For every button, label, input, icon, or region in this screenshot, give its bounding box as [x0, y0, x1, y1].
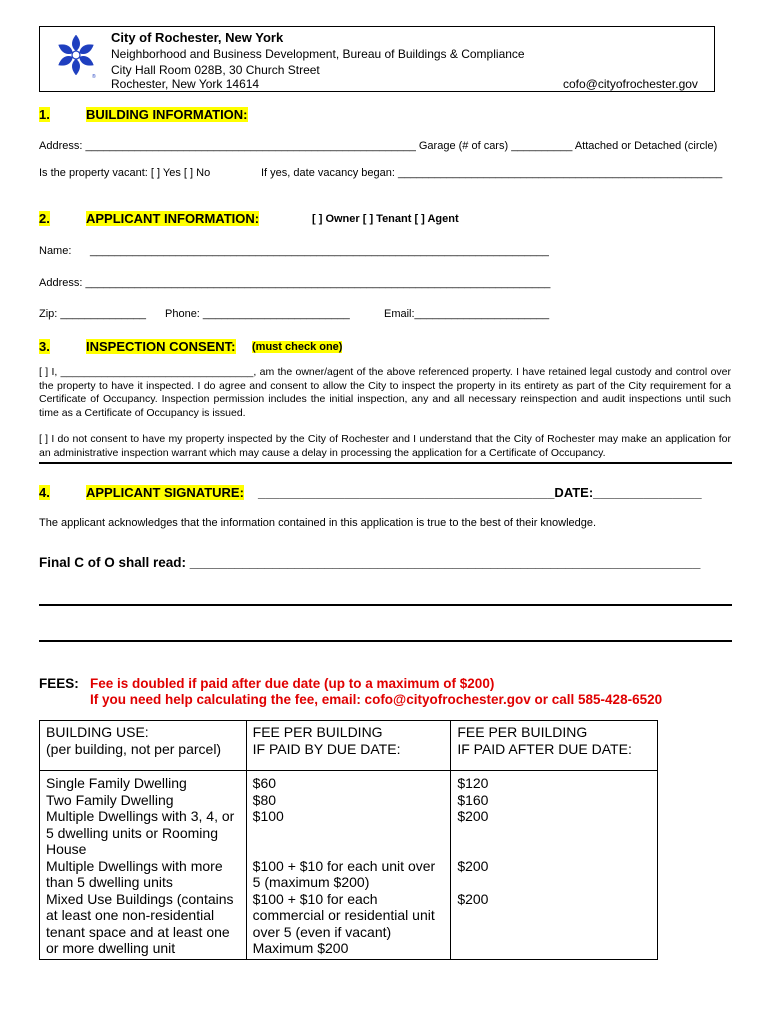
consent-line-1[interactable]: [ ] I, _________________________________, am the owner/agent of the above referenced property. I have retained legal custody and — [39, 366, 673, 378]
name-label: Name: — [39, 245, 72, 257]
table-row — [40, 808, 658, 858]
header-fee-after-due: FEE PER BUILDING IF PAID AFTER DUE DATE: — [451, 721, 658, 771]
table-row — [40, 771, 658, 792]
section-3-number: 3. — [39, 339, 50, 354]
building-use-cell: Two Family Dwelling — [40, 792, 247, 809]
fee-due-cell: $80 — [246, 792, 451, 809]
applicant-address-field[interactable]: Address: ____________________________________________________________________________ — [39, 277, 551, 289]
building-use-cell: Mixed Use Buildings (contains at least one non-residential tenant space and at least one or more dwelling unit — [40, 891, 247, 960]
zip-field[interactable]: Zip: ______________ — [39, 308, 147, 320]
section-1-title: BUILDING INFORMATION: — [86, 107, 248, 122]
dept-name: Neighborhood and Business Development, Bureau of Buildings & Compliance — [111, 47, 525, 61]
consent-paragraph — [39, 366, 731, 420]
final-co-field[interactable]: Final C of O shall read: ____________________________________________________________________ — [39, 555, 701, 570]
city-logo-icon — [52, 32, 102, 80]
fees-note-2: If you need help calculating the fee, email: cofo@cityofrochester.gov or call 585-428-6520 — [90, 692, 663, 707]
vacant-checkboxes[interactable]: Is the property vacant: [ ] Yes [ ] No — [39, 167, 211, 179]
section-2-title: APPLICANT INFORMATION: — [86, 211, 260, 226]
phone-field[interactable]: Phone: ________________________ — [165, 308, 350, 320]
fee-table-header — [40, 721, 658, 771]
table-row — [40, 858, 658, 891]
building-use-cell: Multiple Dwellings with 3, 4, or 5 dwelling units or Rooming House — [40, 808, 247, 858]
fee-after-cell: $200 — [451, 808, 658, 858]
address-line-1: City Hall Room 028B, 30 Church Street — [111, 63, 320, 77]
building-use-cell: Multiple Dwellings with more than 5 dwelling units — [40, 858, 247, 891]
section-4-number: 4. — [39, 485, 50, 500]
vacancy-date-field[interactable]: If yes, date vacancy began: _____________________________________________________ — [261, 167, 723, 179]
section-3-title: INSPECTION CONSENT: — [86, 339, 236, 354]
acknowledgment-text: The applicant acknowledges that the information contained in this application is true to the best of their knowledge. — [39, 517, 597, 529]
fee-after-cell: $200 — [451, 891, 658, 960]
section-3-note: (must check one) — [252, 341, 343, 353]
table-row — [40, 792, 658, 809]
address-line-2: Rochester, New York 14614 — [111, 77, 260, 91]
section-4-title: APPLICANT SIGNATURE: — [86, 485, 244, 500]
fee-after-cell: $200 — [451, 858, 658, 891]
fee-after-cell: $120 — [451, 771, 658, 792]
table-row — [40, 891, 658, 960]
svg-text:®: ® — [92, 74, 96, 80]
fees-note-1: Fee is doubled if paid after due date (up to a maximum of $200) — [90, 676, 495, 691]
org-title: City of Rochester, New York — [111, 30, 284, 45]
consent-text: control over the property to have it inspected. I do agree and consent to allow the City to inspect the property in its entirety as part of the City requirement for a Certificate of Occupancy. Inspection permission includes the initial inspection, any and all necessary reinspection and audit inspections until such time as a Certificate of Occupancy is issued. — [39, 366, 731, 419]
section-2-number: 2. — [39, 211, 50, 226]
fee-due-cell: $60 — [246, 771, 451, 792]
header-email: cofo@cityofrochester.gov — [563, 77, 698, 91]
fee-table — [39, 720, 658, 960]
fee-due-cell: $100 + $10 for each commercial or residential unit over 5 (even if vacant) Maximum $200 — [246, 891, 451, 960]
building-use-cell: Single Family Dwelling — [40, 771, 247, 792]
building-address-field[interactable]: Address: ______________________________________________________ Garage (# of cars) __________ Attached or Detached (circle) — [39, 140, 718, 152]
no-consent-paragraph[interactable]: [ ] I do not consent to have my property inspected by the City of Rochester and I understand that the City of Rochester may make an application for an administrative inspection warrant which may cause a delay in processing the application for a Certificate of Occupancy. — [39, 433, 731, 459]
signature-date-field[interactable]: _________________________________________DATE:_______________ — [258, 485, 702, 500]
divider — [39, 462, 732, 464]
email-field[interactable]: Email:______________________ — [384, 308, 550, 320]
section-1-number: 1. — [39, 107, 50, 122]
fee-after-cell: $160 — [451, 792, 658, 809]
fee-due-cell: $100 + $10 for each unit over 5 (maximum $200) — [246, 858, 451, 891]
fees-label: FEES: — [39, 676, 79, 691]
fee-due-cell: $100 — [246, 808, 451, 858]
final-co-line-2[interactable] — [39, 640, 732, 642]
name-field[interactable]: ___________________________________________________________________________ — [90, 245, 549, 257]
header-fee-by-due: FEE PER BUILDING IF PAID BY DUE DATE: — [246, 721, 451, 771]
header-building-use: BUILDING USE: (per building, not per parcel) — [40, 721, 247, 771]
applicant-role-checkboxes[interactable]: [ ] Owner [ ] Tenant [ ] Agent — [312, 213, 459, 225]
final-co-line-1[interactable] — [39, 604, 732, 606]
